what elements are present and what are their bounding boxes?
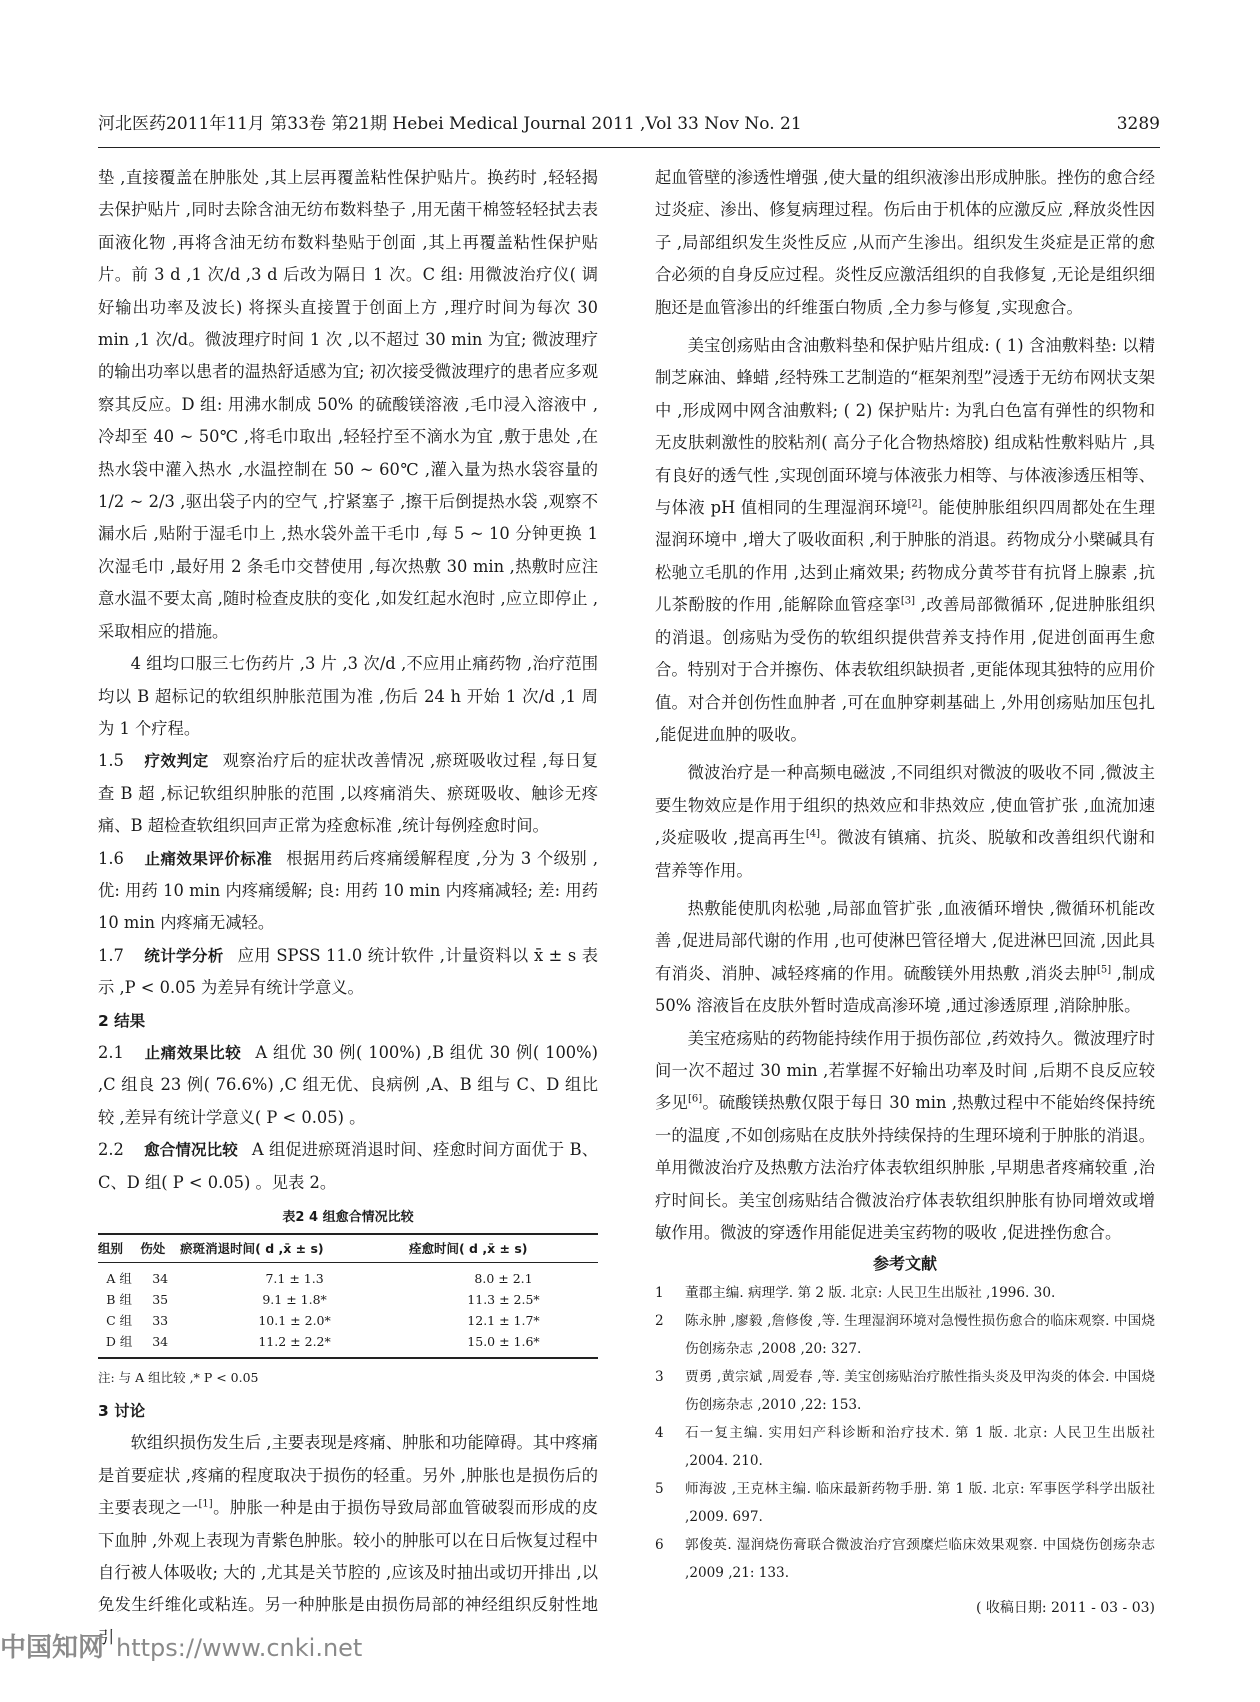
cell: 9.1 ± 1.8*	[262, 1292, 327, 1307]
cell: 34	[152, 1271, 169, 1286]
section-title: 止痛效果评价标准	[144, 849, 273, 868]
reference-number: 5	[655, 1481, 664, 1498]
table-note: 注: 与 A 组比较 ,* P < 0.05	[98, 1370, 259, 1385]
reference-item	[655, 1475, 1155, 1531]
reference-text: 陈永肿 ,廖毅 ,詹修俊 ,等. 生理湿润环境对急慢性损伤愈合的临床观察. 中国烧伤创疡杂志 ,2008 ,20: 327.	[685, 1313, 1155, 1358]
journal-citation: 河北医药2011年11月 第33卷 第21期 Hebei Medical Journal 2011 ,Vol 33 Nov No. 21	[98, 114, 802, 134]
heading-results: 2 结果	[98, 1011, 146, 1030]
cell: 15.0 ± 1.6*	[409, 1331, 598, 1358]
section-2-2	[98, 1134, 598, 1199]
reference-item	[655, 1531, 1155, 1587]
cell: 7.1 ± 1.3	[265, 1271, 324, 1286]
table-row	[98, 1263, 598, 1290]
reference-number: 1	[655, 1285, 664, 1302]
reference-item	[655, 1307, 1155, 1363]
text: 美宝创疡贴由含油敷料垫和保护贴片组成: ( 1) 含油敷料垫: 以精制芝麻油、蜂蜡 ,经特殊工艺制造的“框架剂型”浸透于无纺布网状支架中 ,形成网中网含油敷料; ( 2) 保护贴片: 为乳白色富有弹性的织物和无皮肤刺激性的胶粘剂( 高分子化合物热熔胶) 组成粘性敷料贴片 ,具有良好的透气性 ,实现创面环境与体液张力相等、与体液渗透压相等、与体液 pH 值相同的生理湿润环境	[655, 336, 1155, 518]
section-text: A 组促进瘀斑消退时间、痊愈时间方面优于 B、C、D 组( P < 0.05) 。见表 2。	[98, 1140, 598, 1192]
reference-number: 2	[655, 1313, 664, 1330]
text: 微波治疗是一种高频电磁波 ,不同组织对微波的吸收不同 ,微波主要生物效应是作用于组织的热效应和非热效应 ,使血管扩张 ,血流加速 ,炎症吸收 ,提高再生	[655, 763, 1155, 848]
reference-number: 4	[655, 1425, 664, 1442]
cell: D 组	[98, 1331, 140, 1358]
cell: C 组	[106, 1313, 133, 1328]
cell: 11.3 ± 2.5*	[467, 1292, 540, 1307]
citation: [3]	[900, 595, 916, 607]
running-header	[98, 110, 1160, 150]
section-1-6	[98, 843, 598, 940]
citation: [4]	[805, 828, 821, 840]
section-title: 愈合情况比较	[144, 1141, 238, 1160]
text: 。硫酸镁热敷仅限于每日 30 min ,热敷过程中不能始终保持统一的温度 ,不如创疡贴在皮肤外持续保持的生理环境利于肿胀的消退。单用微波治疗及热敷方法治疗体表软组织肿胀 ,早期患者疼痛较重 ,治疗时间长。美宝创疡贴结合微波治疗体表软组织肿胀有协同增效或增敏作用。微波的穿透作用能促进美宝药物的吸收 ,促进挫伤愈合。	[655, 1093, 1155, 1242]
section-1-5	[98, 745, 598, 842]
citation: [1]	[198, 1498, 213, 1510]
header-ecchymosis-time: 瘀斑消退时间( d ,x̄ ± s)	[180, 1234, 409, 1263]
reference-item	[655, 1363, 1155, 1419]
reference-text: 师海波 ,王克林主编. 临床最新药物手册. 第 1 版. 北京: 军事医学科学出版社 ,2009. 697.	[685, 1481, 1155, 1526]
section-title: 统计学分析	[144, 946, 224, 965]
text: 美宝疮疡贴的药物能持续作用于损伤部位 ,药效持久。微波理疗时间一次不超过 30 min ,若掌握不好输出功率及时间 ,后期不良反应较多见	[655, 1028, 1155, 1113]
table-2	[98, 1203, 598, 1391]
text: 软组织损伤发生后 ,主要表现是疼痛、肿胀和功能障碍。其中疼痛是首要症状 ,疼痛的程度取决于损伤的轻重。另外 ,肿胀也是损伤后的主要表现之一	[98, 1433, 598, 1518]
text: ,制成 50% 溶液旨在皮肤外暂时造成高渗环境 ,通过渗透原理 ,消除肿胀。	[655, 963, 1155, 1016]
cell: 34	[140, 1331, 180, 1358]
section-2-1	[98, 1037, 598, 1134]
reference-text: 郭俊英. 湿润烧伤膏联合微波治疗宫颈糜烂临床效果观察. 中国烧伤创疡杂志 ,2009 ,21: 133.	[685, 1537, 1155, 1582]
header-rule	[98, 147, 1160, 148]
table-row	[98, 1310, 598, 1331]
table-row	[98, 1289, 598, 1310]
cell: A 组	[106, 1271, 132, 1286]
text: 。能使肿胀组织四周都处在生理湿润环境中 ,增大了吸收面积 ,利于肿胀的消退。药物成分小檗碱具有松驰立毛肌的作用 ,达到止痛效果; 药物成分黄芩苷有抗肾上腺素 ,抗儿茶酚胺的作用 ,能解除血管痉挛	[655, 498, 1155, 615]
references-list	[655, 1279, 1155, 1587]
citation: [2]	[907, 498, 922, 510]
cell: 11.2 ± 2.2*	[180, 1331, 409, 1358]
healing-table	[98, 1233, 598, 1359]
text: 热敷能使肌肉松驰 ,局部血管扩张 ,血液循环增快 ,微循环机能改善 ,促进局部代谢的作用 ,也可使淋巴管径增大 ,促进淋巴回流 ,因此具有消炎、消肿、减轻疼痛的作用。硫酸镁外用热敷 ,消炎去肿	[655, 898, 1155, 983]
section-text: 应用 SPSS 11.0 统计软件 ,计量资料以 x̄ ± s 表示 ,P < 0.05 为差异有统计学意义。	[98, 945, 598, 998]
section-number: 1.6	[98, 848, 124, 868]
reference-number: 3	[655, 1369, 664, 1386]
table-caption: 表2 4 组愈合情况比较	[282, 1210, 414, 1225]
cnki-watermark	[0, 1628, 362, 1668]
paragraph	[655, 1023, 1155, 1250]
reference-text: 贾勇 ,黄宗斌 ,周爱春 ,等. 美宝创疡贴治疗脓性指头炎及甲沟炎的体会. 中国烧伤创疡杂志 ,2010 ,22: 153.	[685, 1369, 1155, 1414]
right-column	[655, 162, 1155, 1623]
reference-number: 6	[655, 1537, 664, 1554]
reference-item	[655, 1419, 1155, 1475]
cell: 10.1 ± 2.0*	[258, 1313, 331, 1328]
reference-text: 石一复主编. 实用妇产科诊断和治疗技术. 第 1 版. 北京: 人民卫生出版社 ,2004. 210.	[685, 1425, 1155, 1470]
cnki-url: https://www.cnki.net	[116, 1634, 363, 1662]
text: 。微波有镇痛、抗炎、脱敏和改善组织代谢和营养等作用。	[655, 828, 1155, 880]
heading-discussion: 3 讨论	[98, 1402, 146, 1420]
section-title: 止痛效果比较	[144, 1043, 242, 1062]
section-number: 1.5	[98, 751, 124, 771]
section-number: 2.1	[98, 1042, 124, 1062]
cell: 8.0 ± 2.1	[474, 1271, 533, 1286]
table-row	[98, 1331, 598, 1358]
table-header-row	[98, 1234, 598, 1263]
citation: [5]	[1097, 964, 1112, 976]
reference-item	[655, 1279, 1155, 1307]
paragraph	[655, 893, 1155, 1023]
header-healing-time: 痊愈时间( d ,x̄ ± s)	[409, 1234, 598, 1263]
references-title: 参考文献	[872, 1254, 937, 1274]
paragraph: 垫 ,直接覆盖在肿胀处 ,其上层再覆盖粘性保护贴片。换药时 ,轻轻揭去保护贴片 ,同时去除含油无纺布数料垫子 ,用无菌干棉签轻轻拭去表面液化物 ,再将含油无纺布数料垫贴于创面 ,其上再覆盖粘性保护贴片。前 3 d ,1 次/d ,3 d 后改为隔日 1 次。C 组: 用微波治疗仪( 调好输出功率及波长) 将探头直接置于创面上方 ,理疗时间为每次 30 min ,1 次/d。微波理疗时间 1 次 ,以不超过 30 min 为宜; 微波理疗的输出功率以患者的温热舒适感为宜; 初次接受微波理疗的患者应多观察其反应。D 组: 用沸水制成 50% 的硫酸镁溶液 ,毛巾浸入溶液中 ,冷却至 40 ~ 50℃ ,将毛巾取出 ,轻轻拧至不滴水为宜 ,敷于患处 ,在热水袋中灌入热水 ,水温控制在 50 ~ 60℃ ,灌入量为热水袋容量的 1/2 ~ 2/3 ,驱出袋子内的空气 ,拧紧塞子 ,擦干后倒提热水袋 ,观察不漏水后 ,贴附于湿毛巾上 ,热水袋外盖干毛巾 ,每 5 ~ 10 分钟更换 1 次湿毛巾 ,最好用 2 条毛巾交替使用 ,每次热敷 30 min ,热敷时应注意水温不要太高 ,随时检查皮肤的变化 ,如发红起水泡时 ,应立即停止 ,采取相应的措施。	[98, 168, 598, 641]
paragraph: 起血管壁的渗透性增强 ,使大量的组织液渗出形成肿胀。挫伤的愈合经过炎症、渗出、修复病理过程。伤后由于机体的应激反应 ,释放炎性因子 ,局部组织发生炎性反应 ,从而产生渗出。组织发生炎症是正常的愈合必须的自身反应过程。炎性反应激活组织的自我修复 ,无论是组织细胞还是血管渗出的纤维蛋白物质 ,全力参与修复 ,实现愈合。	[655, 168, 1155, 317]
section-number: 2.2	[98, 1140, 124, 1160]
header-sites: 伤处	[140, 1234, 180, 1263]
cell: B 组	[106, 1292, 132, 1307]
section-text: 观察治疗后的症状改善情况 ,瘀斑吸收过程 ,每日复查 B 超 ,标记软组织肿胀的范围 ,以疼痛消失、瘀斑吸收、触诊无疼痛、B 超检查软组织回声正常为痊愈标准 ,统计每例痊愈时间。	[98, 751, 598, 836]
header-group: 组别	[98, 1234, 140, 1263]
cell: 35	[152, 1292, 169, 1307]
paragraph	[655, 330, 1155, 751]
reference-text: 董郡主编. 病理学. 第 2 版. 北京: 人民卫生出版社 ,1996. 30.	[685, 1285, 1056, 1302]
text: 。肿胀一种是由于损伤导致局部血管破裂而形成的皮下血肿 ,外观上表现为青紫色肿胀。较小的肿胀可以在日后恢复过程中自行被人体吸收; 大的 ,尤其是关节腔的 ,应该及时抽出或切开排出 ,以免发生纤维化或粘连。另一种肿胀是由损伤局部的神经组织反射性地引	[98, 1498, 598, 1647]
page-number: 3289	[1116, 114, 1160, 134]
section-title: 疗效判定	[144, 752, 209, 771]
cell: 33	[152, 1313, 169, 1328]
section-text: 根据用药后疼痛缓解程度 ,分为 3 个级别 ,优: 用药 10 min 内疼痛缓解; 良: 用药 10 min 内疼痛减轻; 差: 用药 10 min 内疼痛无减轻。	[98, 848, 598, 933]
section-text: A 组优 30 例( 100%) ,B 组优 30 例( 100%) ,C 组良 23 例( 76.6%) ,C 组无优、良病例 ,A、B 组与 C、D 组比较 ,差异有统计学意义( P < 0.05) 。	[98, 1042, 598, 1127]
text: ,改善局部微循环 ,促进肿胀组织的消退。创疡贴为受伤的软组织提供营养支持作用 ,促进创面再生愈合。特别对于合并擦伤、体表软组织缺损者 ,更能体现其独特的应用价值。对合并创伤性血肿者 ,可在血肿穿刺基础上 ,外用创疡贴加压包扎 ,能促进血肿的吸收。	[655, 595, 1156, 744]
cnki-logo-text: 中国知网	[0, 1633, 105, 1663]
left-column	[98, 162, 598, 1654]
received-date: ( 收稿日期: 2011 - 03 - 03)	[975, 1600, 1155, 1617]
section-number: 1.7	[98, 945, 124, 965]
paragraph	[655, 757, 1155, 887]
paragraph: 4 组均口服三七伤药片 ,3 片 ,3 次/d ,不应用止痛药物 ,治疗范围均以 B 超标记的软组织肿胀范围为准 ,伤后 24 h 开始 1 次/d ,1 周为 1 个疗程。	[98, 654, 598, 738]
paragraph	[98, 1427, 598, 1654]
cell: 12.1 ± 1.7*	[467, 1313, 540, 1328]
citation: [6]	[688, 1093, 703, 1105]
section-1-7	[98, 940, 598, 1005]
